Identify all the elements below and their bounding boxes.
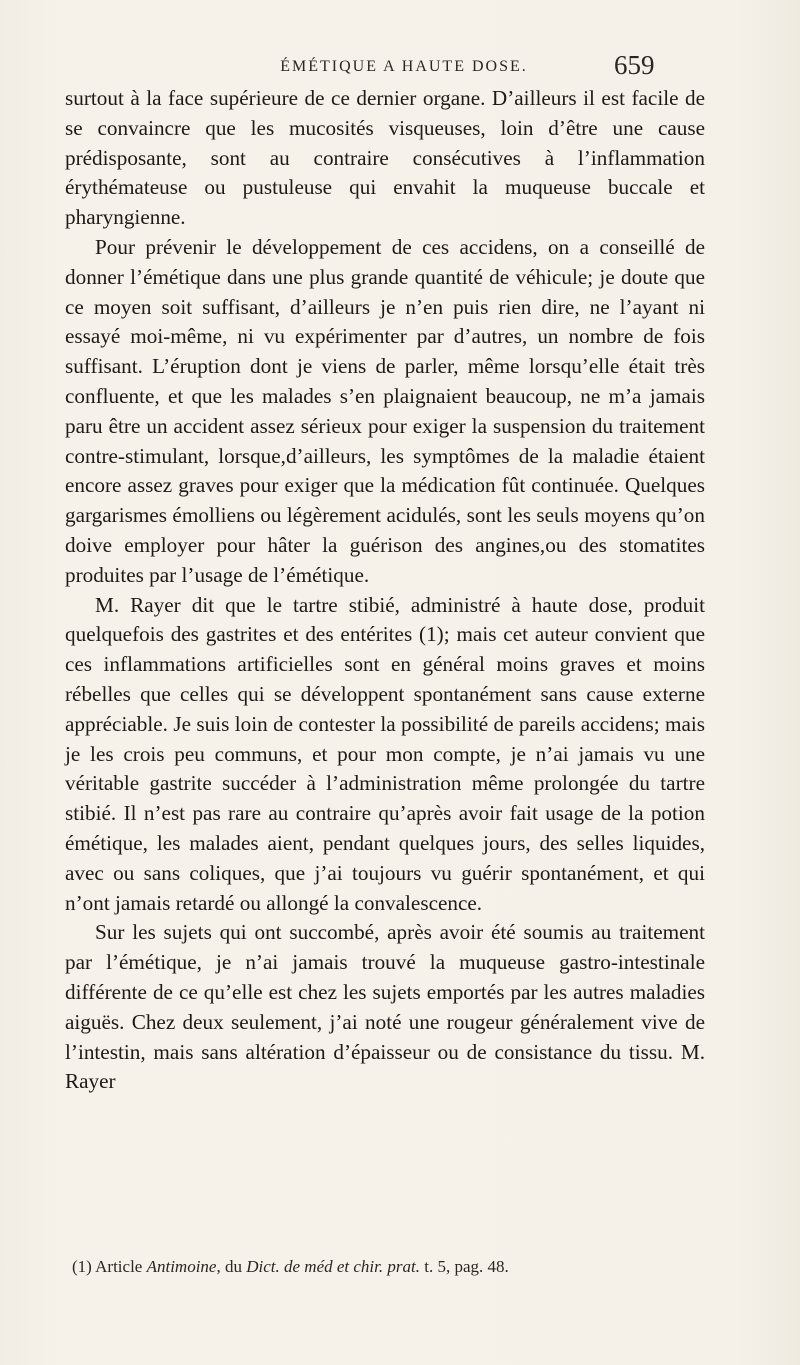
footnote-article-title: Antimoine: [146, 1257, 217, 1276]
footnote: [72, 1256, 712, 1278]
paragraph: surtout à la face supérieure de ce dernier organe. D’ailleurs il est facile de se convaincre que les mucosités visqueuses, loin d’être une cause prédisposante, sont au contraire consécutives à l’inflammation érythémateuse ou pustuleuse qui envahit la muqueuse buccale et pharyngienne.: [65, 86, 705, 230]
paragraph: M. Rayer dit que le tartre stibié, administré à haute dose, produit quelquefois des gastrites et des entérites (1); mais cet auteur convient que ces inflammations artificielles sont en général moins graves et moins rébelles que celles qui se développent spontanément sans cause externe appréciable. Je suis loin de contester la possibilité de pareils accidens; mais je les crois peu communs, et pour mon compte, je n’ai jamais vu une véritable gastrite succéder à l’administration même prolongée du tartre stibié. Il n’est pas rare au contraire qu’après avoir fait usage de la potion émétique, les malades aient, pendant quelques jours, des selles liquides, avec ou sans coliques, que j’ai toujours vu guérir spontanément, et qui n’ont jamais retardé ou allongé la convalescence.: [65, 592, 705, 915]
paragraph: Sur les sujets qui ont succombé, après avoir été soumis au traitement par l’émétique, je n’ai jamais trouvé la muqueuse gastro-intestinale différente de ce qu’elle est chez les sujets emportés par les autres maladies aiguës. Chez deux seulement, j’ai noté une rougeur généralement vive de l’intestin, mais sans altération d’épaisseur ou de consistance du tissu. M. Rayer: [65, 920, 705, 1094]
footnote-prefix: (1) Article: [72, 1257, 147, 1276]
footnote-middle: , du: [216, 1257, 247, 1276]
running-title: ÉMÉTIQUE A HAUTE DOSE.: [280, 58, 528, 75]
body-text: [65, 84, 705, 1097]
footnote-suffix: t. 5, pag. 48.: [419, 1257, 509, 1276]
footnote-source: Dict. de méd et chir. prat.: [246, 1257, 420, 1276]
page-number: 659: [614, 50, 655, 80]
paragraph: Pour prévenir le développement de ces accidens, on a conseillé de donner l’émétique dans une plus grande quantité de véhicule; je doute que ce moyen soit suffisant, d’ailleurs je n’en puis rien dire, ne l’ayant ni essayé moi-même, ni vu expérimenter par d’autres, un nombre de fois suffisant. L’éruption dont je viens de parler, même lorsqu’elle était très confluente, et que les malades s’en plaignaient beaucoup, ne m’a jamais paru être un accident assez sérieux pour exiger la suspension du traitement contre-stimulant, lorsque,d’ailleurs, les symptômes de la maladie étaient encore assez graves pour exiger que la médication fût continuée. Quelques gargarismes émolliens ou légèrement acidulés, sont les seuls moyens qu’on doive employer pour hâter la guérison des angines,ou des stomatites produites par l’usage de l’émétique.: [65, 234, 705, 587]
